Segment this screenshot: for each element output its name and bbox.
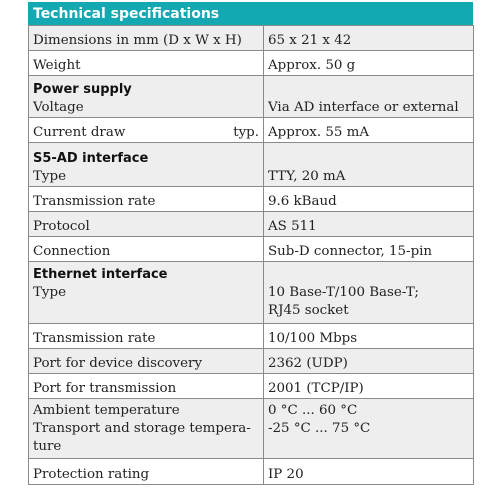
- table-row: [29, 26, 474, 51]
- section-heading: S5-AD interface: [33, 151, 149, 166]
- spec-value: 0 °C ... 60 °C: [268, 403, 358, 418]
- section-heading: Ethernet interface: [33, 267, 168, 282]
- spec-label: Type: [33, 285, 66, 300]
- spec-label: Protection rating: [29, 459, 264, 485]
- table-row: [29, 76, 474, 118]
- spec-label: Port for device discovery: [29, 349, 264, 374]
- spec-value: RJ45 socket: [268, 303, 349, 318]
- spec-table: [28, 25, 474, 485]
- table-row: [29, 51, 474, 76]
- spec-value: 10/100 Mbps: [264, 324, 474, 349]
- table-row: [29, 143, 474, 187]
- spec-label: Weight: [29, 51, 264, 76]
- spec-label: Transport and storage tempera-: [33, 421, 251, 436]
- spec-label: Protocol: [29, 212, 264, 237]
- spec-value: TTY, 20 mA: [264, 143, 474, 187]
- spec-label-cell: [29, 262, 264, 324]
- spec-label: Dimensions in mm (D x W x H): [29, 26, 264, 51]
- spec-sheet: [28, 2, 473, 485]
- spec-label-cell: [29, 399, 264, 459]
- spec-value: 9.6 kBaud: [264, 187, 474, 212]
- spec-label: Port for transmission: [29, 374, 264, 399]
- spec-value-cell: [264, 399, 474, 459]
- spec-label: Current draw: [33, 125, 126, 140]
- table-row: [29, 459, 474, 485]
- spec-label: Voltage: [33, 100, 84, 115]
- table-row: [29, 349, 474, 374]
- spec-qualifier: typ.: [233, 125, 259, 140]
- spec-label: Transmission rate: [29, 324, 264, 349]
- table-row: [29, 374, 474, 399]
- spec-value: Sub-D connector, 15-pin: [264, 237, 474, 262]
- spec-label-cell: [29, 143, 264, 187]
- table-row: [29, 187, 474, 212]
- table-row: [29, 237, 474, 262]
- spec-label: ture: [33, 439, 62, 454]
- spec-label: Transmission rate: [29, 187, 264, 212]
- spec-table-title: Technical specifications: [28, 2, 473, 25]
- table-row: [29, 399, 474, 459]
- spec-value: 2001 (TCP/IP): [264, 374, 474, 399]
- spec-label: Ambient temperature: [33, 403, 180, 418]
- spec-label: Type: [33, 169, 66, 184]
- spec-value: 65 x 21 x 42: [264, 26, 474, 51]
- spec-value: Approx. 55 mA: [264, 118, 474, 143]
- table-row: [29, 262, 474, 324]
- spec-label-cell: [29, 118, 264, 143]
- table-row: [29, 324, 474, 349]
- spec-label: Connection: [29, 237, 264, 262]
- spec-value: 2362 (UDP): [264, 349, 474, 374]
- table-row: [29, 118, 474, 143]
- spec-label-cell: [29, 76, 264, 118]
- spec-value: AS 511: [264, 212, 474, 237]
- spec-value: 10 Base-T/100 Base-T;: [268, 285, 419, 300]
- spec-value: -25 °C ... 75 °C: [268, 421, 371, 436]
- spec-value: IP 20: [264, 459, 474, 485]
- spec-value: Via AD interface or external: [264, 76, 474, 118]
- spec-value: Approx. 50 g: [264, 51, 474, 76]
- table-row: [29, 212, 474, 237]
- spec-value-cell: [264, 262, 474, 324]
- section-heading: Power supply: [33, 82, 132, 97]
